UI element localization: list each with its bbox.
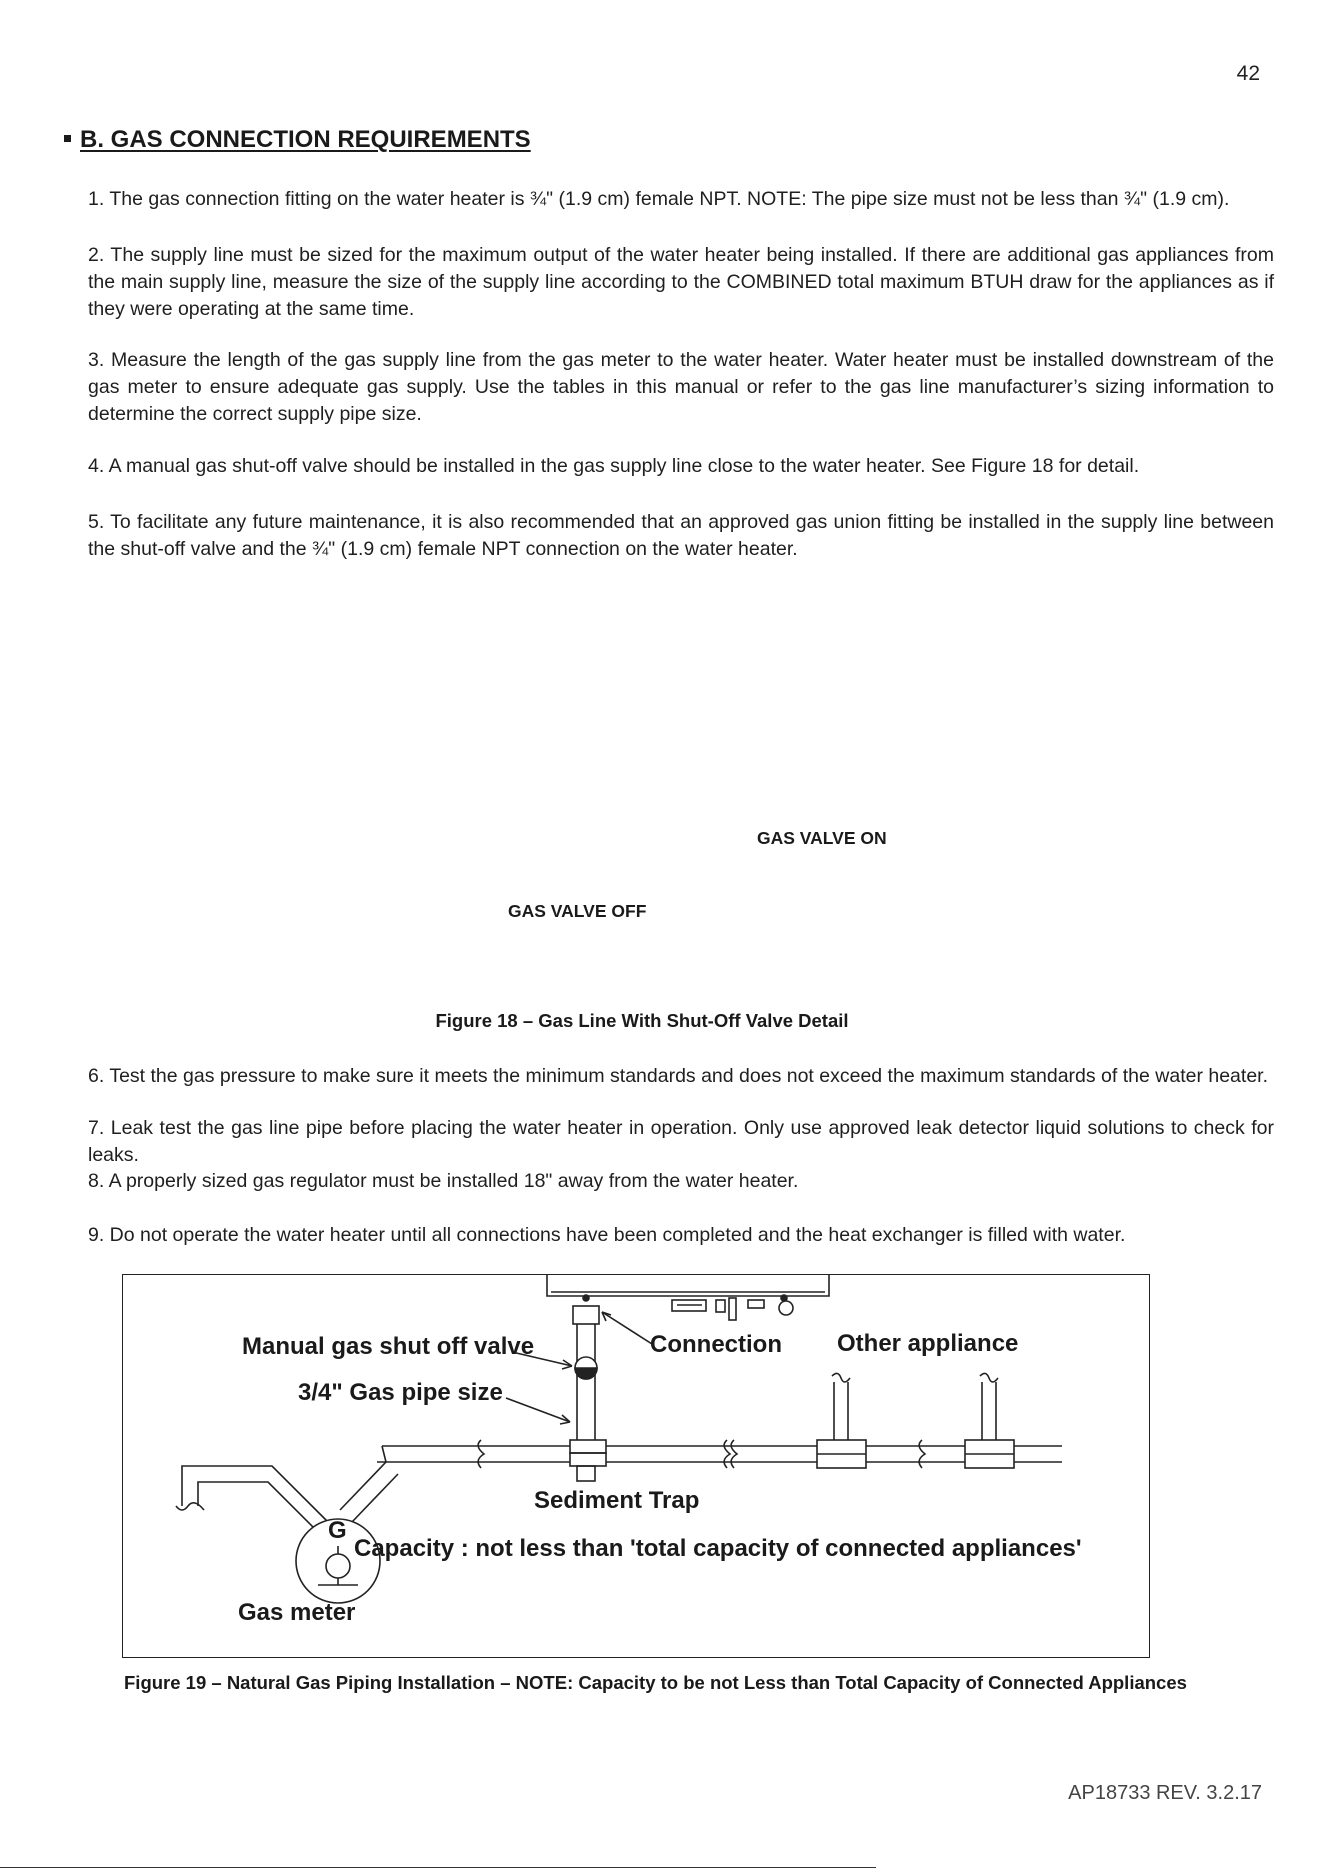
gas-valve-on-label: GAS VALVE ON [757,828,887,848]
meter-inlet-pipe [182,1466,328,1522]
paragraph-6: 6. Test the gas pressure to make sure it meets the minimum standards and does not exceed the maximum standards of the water heater. [88,1065,1268,1087]
paragraph-3: 3. Measure the length of the gas supply line from the gas meter to the water heater. Water heater must be installed downstream of the gas meter to ensure adequate gas supply. Use the tables in this manual or refer to the gas line manufacturer’s sizing information to determine the correct supply pipe size. [88,349,1274,425]
figure-19-caption: Figure 19 – Natural Gas Piping Installation – NOTE: Capacity to be not Less than Total Capacity of Connected Appliances [124,1672,1187,1693]
pipe-size-label: 3/4" Gas pipe size [297,1378,503,1406]
gas-meter-label: Gas meter [237,1598,355,1626]
paragraph-4: 4. A manual gas shut-off valve should be installed in the gas supply line close to the water heater. See Figure 18 for detail. [88,455,1140,477]
gas-valve-off-label: GAS VALVE OFF [508,901,647,921]
piping-diagram [122,1274,1150,1658]
bullet-icon [64,135,71,142]
paragraph-9: 9. Do not operate the water heater until all connections have been completed and the heat exchanger is filled with water. [88,1224,1126,1246]
paragraph-8: 8. A properly sized gas regulator must be installed 18" away from the water heater. [88,1170,799,1192]
paragraph-1: 1. The gas connection fitting on the water heater is ¾" (1.9 cm) female NPT. NOTE: The pipe size must not be less than ¾" (1.9 cm). [88,188,1230,210]
sediment-trap-label: Sediment Trap [533,1486,699,1514]
bottom-divider [0,1867,876,1868]
heater-knob [779,1301,793,1315]
connection-label: Connection [649,1330,782,1358]
document-revision: AP18733 REV. 3.2.17 [1068,1782,1262,1804]
figure-18-caption: Figure 18 – Gas Line With Shut-Off Valve Detail [435,1010,849,1031]
other-appliance-label: Other appliance [836,1329,1018,1357]
meter-letter: G [327,1516,347,1544]
paragraph-2: 2. The supply line must be sized for the maximum output of the water heater being installed. If there are additional gas appliances from the main supply line, measure the size of the supply line according to the COMBINED total maximum BTUH draw for the appliances as if they were operating at the same time. [88,244,1274,320]
paragraph-7: 7. Leak test the gas line pipe before placing the water heater in operation. Only use approved leak detector liquid solutions to check for leaks. [88,1117,1274,1166]
connection-fitting [573,1306,599,1324]
section-heading-text: B. GAS CONNECTION REQUIREMENTS [80,126,531,153]
page-number: 42 [1236,62,1260,85]
section-heading [64,126,531,154]
meter-riser-a [340,1462,386,1510]
figure-19-diagram [122,1274,1150,1658]
manual-valve-label: Manual gas shut off valve [241,1332,534,1360]
sediment-trap-cap [577,1466,595,1481]
capacity-label: Capacity : not less than 'total capacity of connected appliances' [353,1534,1082,1562]
paragraph-5: 5. To facilitate any future maintenance, it is also recommended that an approved gas union fitting be installed in the supply line between the shut-off valve and the ¾" (1.9 cm) female NPT connection on the water heater. [88,511,1274,560]
